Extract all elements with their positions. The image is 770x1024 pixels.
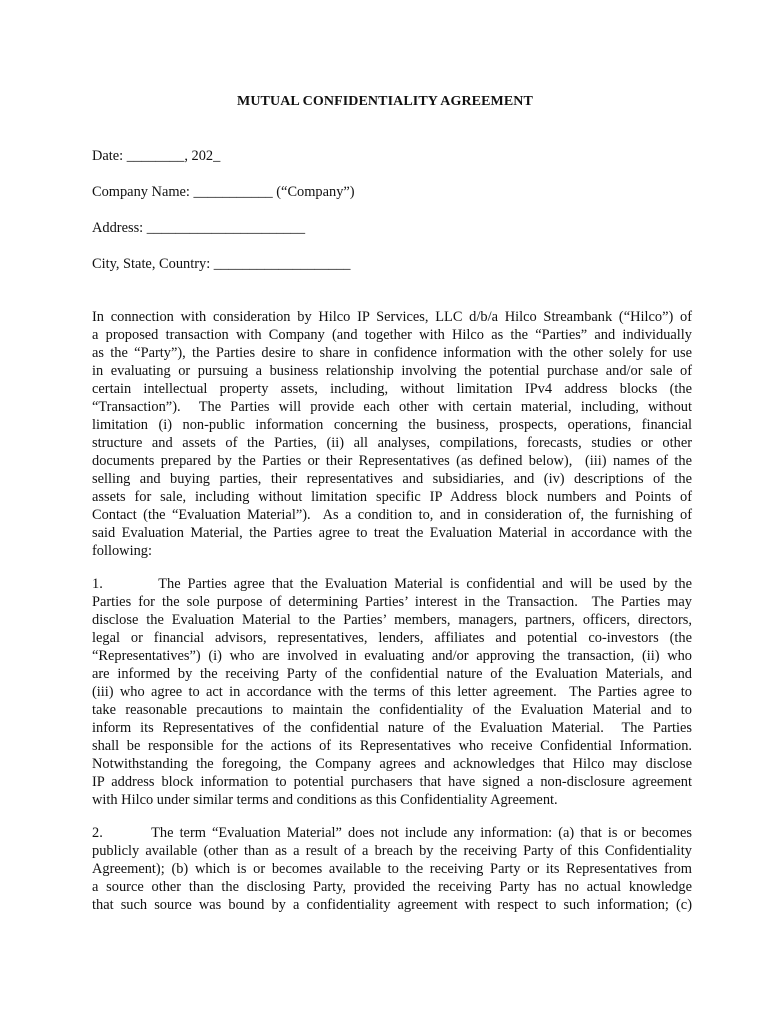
paragraph-line: Notwithstanding the foregoing, the Company agrees and acknowledges that Hilco may disclose: [92, 756, 692, 772]
paragraph-line: in evaluating or pursuing a business relationship involving the potential purchase and/or sale of: [92, 363, 692, 379]
paragraph-line: IP address block information to potential purchasers that have signed a non-disclosure agreement: [92, 774, 692, 790]
address-field: Address: ______________________: [92, 220, 306, 236]
paragraph-line: disclose the Evaluation Material to the Parties’ members, managers, partners, officers, directors,: [92, 612, 692, 628]
paragraph-line: selling and buying parties, their representatives and subsidiaries, and (iv) descriptions of the: [92, 471, 692, 487]
paragraph-line: 1. The Parties agree that the Evaluation Material is confidential and will be used by the: [92, 576, 692, 592]
paragraph-line: limitation (i) non-public information concerning the business, prospects, operations, financial: [92, 417, 692, 433]
paragraph-line: with Hilco under similar terms and conditions as this Confidentiality Agreement.: [92, 792, 558, 808]
paragraph-line: 2. The term “Evaluation Material” does not include any information: (a) that is or becomes: [92, 825, 692, 841]
city-state-country-field: City, State, Country: ___________________: [92, 256, 351, 272]
paragraph-line: Contact (the “Evaluation Material”). As a condition to, and in consideration of, the furnishing of: [92, 507, 692, 523]
paragraph-line: structure and assets of the Parties, (ii) all analyses, compilations, forecasts, studies or other: [92, 435, 692, 451]
paragraph-line: assets for sale, including without limitation specific IP Address block numbers and Points of: [92, 489, 692, 505]
paragraph-line: Agreement); (b) which is or becomes available to the receiving Party or its Representatives from: [92, 861, 692, 877]
date-field: Date: ________, 202_: [92, 148, 221, 164]
paragraph-line: said Evaluation Material, the Parties agree to treat the Evaluation Material in accordance with the: [92, 525, 692, 541]
paragraph-line: inform its Representatives of the confidential nature of the Evaluation Material. The Parties: [92, 720, 692, 736]
section-1-paragraph: [92, 575, 692, 809]
paragraph-line: “Representatives”) (i) who are involved in evaluating and/or approving the transaction, (ii) who: [92, 648, 692, 664]
document-title: MUTUAL CONFIDENTIALITY AGREEMENT: [237, 94, 533, 109]
paragraph-line: are informed by the receiving Party of the confidential nature of the Evaluation Materials, and: [92, 666, 692, 682]
paragraph-line: (iii) who agree to act in accordance with the terms of this letter agreement. The Parties agree to: [92, 684, 692, 700]
paragraph-line: publicly available (other than as a result of a breach by the receiving Party of this Confidentiality: [92, 843, 692, 859]
company-name-field: Company Name: ___________ (“Company”): [92, 184, 355, 200]
paragraph-line: a source other than the disclosing Party, provided the receiving Party has no actual knowledge: [92, 879, 692, 895]
intro-paragraph: [92, 308, 692, 560]
paragraph-line: “Transaction”). The Parties will provide each other with certain material, including, without: [92, 399, 692, 415]
paragraph-line: following:: [92, 543, 152, 559]
paragraph-line: shall be responsible for the actions of its Representatives who receive Confidential Information.: [92, 738, 692, 754]
paragraph-line: a proposed transaction with Company (and together with Hilco as the “Parties” and individually: [92, 327, 692, 343]
paragraph-line: documents prepared by the Parties or their Representatives (as defined below), (iii) names of the: [92, 453, 692, 469]
paragraph-line: as the “Party”), the Parties desire to share in confidence information with the other solely for use: [92, 345, 692, 361]
paragraph-line: Parties for the sole purpose of determining Parties’ interest in the Transaction. The Parties may: [92, 594, 692, 610]
section-2-paragraph: [92, 824, 692, 914]
paragraph-line: take reasonable precautions to maintain the confidentiality of the Evaluation Material and to: [92, 702, 692, 718]
paragraph-line: that such source was bound by a confidentiality agreement with respect to such information; (c): [92, 897, 692, 913]
paragraph-line: In connection with consideration by Hilco IP Services, LLC d/b/a Hilco Streambank (“Hilco”) of: [92, 309, 692, 325]
paragraph-line: certain intellectual property assets, including, without limitation IPv4 address blocks (the: [92, 381, 692, 397]
paragraph-line: legal or financial advisors, representatives, lenders, affiliates and potential co-investors (the: [92, 630, 692, 646]
